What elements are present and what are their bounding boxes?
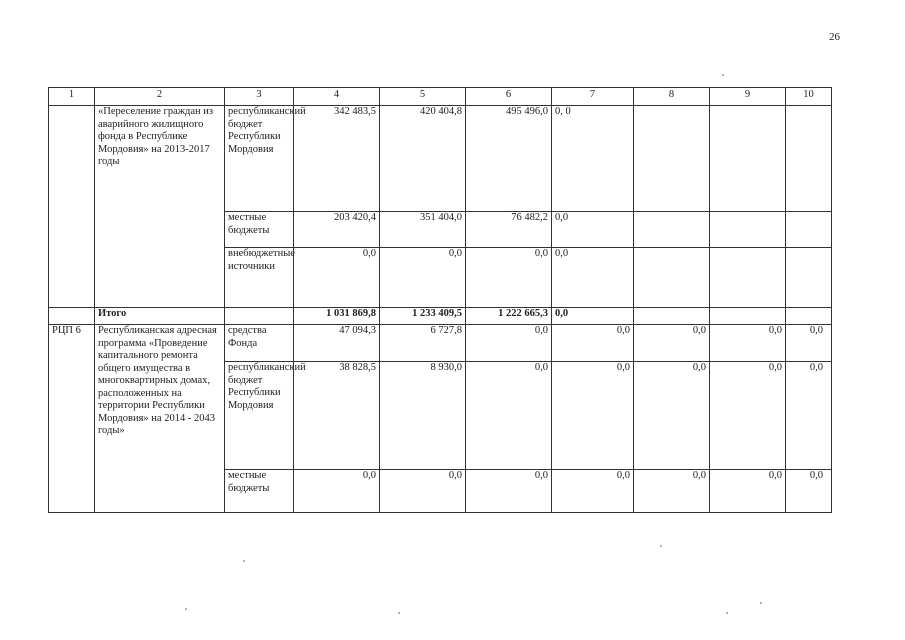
total-value: 0,0	[552, 308, 634, 325]
total-label: Итого	[95, 308, 225, 325]
cell-value	[786, 212, 832, 248]
cell-value: 342 483,5	[294, 106, 380, 212]
cell-value: 0,0	[466, 325, 552, 362]
program-code: РЦП 6	[49, 325, 95, 513]
total-value: 1 031 869,8	[294, 308, 380, 325]
col-header: 10	[786, 88, 832, 106]
cell-value	[710, 248, 786, 308]
table-row	[49, 106, 832, 212]
cell-value: 0,0	[466, 470, 552, 513]
empty-cell	[710, 308, 786, 325]
cell-value	[710, 106, 786, 212]
header-row	[49, 88, 832, 106]
cell-value: 0,0	[634, 362, 710, 470]
funding-source: местные бюджеты	[225, 470, 294, 513]
cell-value: 0,0	[294, 470, 380, 513]
scan-speck	[760, 602, 762, 604]
empty-cell	[634, 308, 710, 325]
cell-value	[710, 212, 786, 248]
col-header: 2	[95, 88, 225, 106]
cell-value	[634, 248, 710, 308]
empty-cell	[225, 308, 294, 325]
cell-value: 0,0	[552, 248, 634, 308]
cell-value	[786, 248, 832, 308]
cell-value: 0,0	[380, 248, 466, 308]
cell-value	[634, 212, 710, 248]
col-header: 3	[225, 88, 294, 106]
col-header: 1	[49, 88, 95, 106]
budget-table	[48, 87, 832, 513]
total-value: 1 222 665,3	[466, 308, 552, 325]
cell-value: 0,0	[466, 248, 552, 308]
cell-value: 0,0	[294, 248, 380, 308]
funding-source: республиканский бюджет Республики Мордовия	[225, 362, 294, 470]
program-name: Республиканская адресная программа «Проведение капитального ремонта общего имущества в многоквартирных домах, расположенных на территории Республики Мордовия» на 2014 - 2043 годы»	[95, 325, 225, 513]
funding-source: республиканский бюджет Республики Мордовия	[225, 106, 294, 212]
cell-value: 0,0	[552, 212, 634, 248]
cell-value: 0,0	[786, 325, 832, 362]
cell-value	[786, 106, 832, 212]
scan-speck	[185, 608, 187, 610]
cell-value: 47 094,3	[294, 325, 380, 362]
cell-value: 0,0	[552, 470, 634, 513]
cell-value: 76 482,2	[466, 212, 552, 248]
col-header: 5	[380, 88, 466, 106]
cell-value: 0,0	[380, 470, 466, 513]
table-row	[49, 325, 832, 362]
cell-value: 0,0	[634, 325, 710, 362]
scan-speck	[726, 612, 728, 614]
cell-value: 6 727,8	[380, 325, 466, 362]
program-code	[49, 106, 95, 308]
total-value: 1 233 409,5	[380, 308, 466, 325]
cell-value: 351 404,0	[380, 212, 466, 248]
cell-value: 0,0	[710, 362, 786, 470]
cell-value: 495 496,0	[466, 106, 552, 212]
program-name: «Переселение граждан из аварийного жилищного фонда в Республике Мордовия» на 2013-2017 годы	[95, 106, 225, 308]
scan-speck	[660, 545, 662, 547]
col-header: 8	[634, 88, 710, 106]
cell-value: 38 828,5	[294, 362, 380, 470]
cell-value	[634, 106, 710, 212]
cell-value: 0,0	[552, 325, 634, 362]
scan-speck	[398, 612, 400, 614]
col-header: 7	[552, 88, 634, 106]
col-header: 4	[294, 88, 380, 106]
funding-source: внебюджетные источники	[225, 248, 294, 308]
cell-value: 0,0	[710, 325, 786, 362]
funding-source: местные бюджеты	[225, 212, 294, 248]
cell-value: 0, 0	[552, 106, 634, 212]
cell-value: 0,0	[634, 470, 710, 513]
cell-value: 0,0	[786, 470, 832, 513]
page-number: 26	[829, 31, 840, 43]
cell-value: 0,0	[710, 470, 786, 513]
cell-value: 0,0	[786, 362, 832, 470]
total-row	[49, 308, 832, 325]
cell-value: 0,0	[466, 362, 552, 470]
empty-cell	[49, 308, 95, 325]
cell-value: 420 404,8	[380, 106, 466, 212]
scan-speck	[722, 74, 724, 76]
cell-value: 203 420,4	[294, 212, 380, 248]
cell-value: 0,0	[552, 362, 634, 470]
funding-source: средства Фонда	[225, 325, 294, 362]
col-header: 9	[710, 88, 786, 106]
scan-speck	[243, 560, 245, 562]
cell-value: 8 930,0	[380, 362, 466, 470]
empty-cell	[786, 308, 832, 325]
col-header: 6	[466, 88, 552, 106]
